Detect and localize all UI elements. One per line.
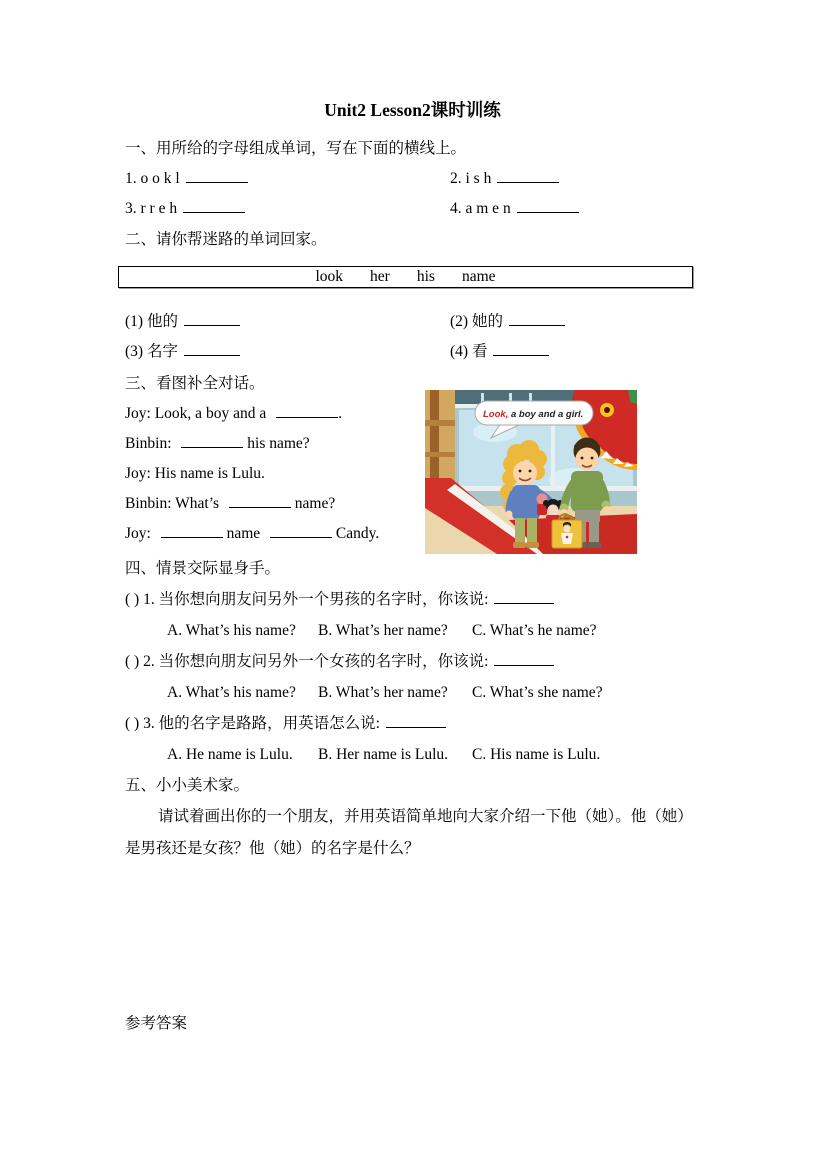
translation-item: [450, 337, 700, 367]
item-number: (1): [125, 313, 144, 330]
chinese-word: 他的: [146, 313, 178, 330]
svg-text:Look, a boy and a girl.: [483, 409, 583, 420]
choice-question: [125, 708, 700, 739]
section2-heading: 二、请你帮迷路的单词回家。: [125, 231, 327, 248]
scrambled-letters: o o k l: [140, 170, 180, 187]
answer-blank: [494, 590, 554, 604]
choice-options: [125, 677, 700, 708]
answer-blank: [186, 169, 248, 183]
item-number: (2): [450, 313, 469, 330]
word-bank-box: [118, 266, 693, 288]
option-C: C. What’s he name?: [472, 622, 597, 639]
translation-item: [125, 307, 450, 337]
section1-heading: 一、用所给的字母组成单词，写在下面的横线上。: [125, 140, 467, 157]
answer-blank: [493, 342, 549, 356]
item-number: 1.: [125, 170, 137, 187]
answer-blank: [270, 524, 332, 538]
choice-question: [125, 646, 700, 677]
option-A: A. What’s his name?: [167, 622, 296, 639]
letter-scramble-item: [450, 194, 700, 224]
dialog-text: name?: [294, 495, 336, 512]
dialog-text: his name?: [247, 435, 310, 452]
item-number: (3): [125, 343, 144, 360]
item-number: (4): [450, 343, 469, 360]
choice-question: [125, 584, 700, 615]
option-A: A. What’s his name?: [167, 684, 296, 701]
answer-blank: [181, 434, 243, 448]
answer-parens: ( ): [125, 591, 140, 608]
choice-options: [125, 615, 700, 646]
section1-items: [125, 164, 700, 224]
question-prompt: 当你想向朋友问另外一个女孩的名字时，你该说:: [158, 653, 489, 670]
question-prompt: 他的名字是路路，用英语怎么说:: [158, 715, 380, 732]
item-number: 4.: [450, 200, 462, 217]
section3: [125, 369, 700, 549]
answer-parens: ( ): [125, 715, 140, 732]
translation-item: [450, 307, 700, 337]
section5-heading: 五、小小美术家。: [125, 777, 250, 794]
answer-blank: [229, 494, 291, 508]
question-prompt: 当你想向朋友问另外一个男孩的名字时，你该说:: [158, 591, 489, 608]
bubble-look-text: Look,: [483, 409, 509, 420]
word-bank-word: his: [416, 268, 435, 285]
word-bank-word: her: [370, 268, 390, 285]
choice-options: [125, 739, 700, 770]
question-number: 2.: [143, 653, 155, 670]
answer-blank: [184, 342, 240, 356]
answer-blank: [497, 169, 559, 183]
dialog-speaker: Binbin:: [125, 435, 172, 452]
answer-blank: [276, 404, 338, 418]
chinese-word: 看: [471, 343, 488, 360]
word-bank-word: look: [315, 268, 344, 285]
section2-items: [125, 307, 700, 367]
dialog-text: name: [226, 525, 261, 542]
item-number: 3.: [125, 200, 137, 217]
dialog-speaker: Joy:: [125, 525, 151, 542]
dialog-text: Candy.: [335, 525, 380, 542]
answer-blank: [183, 199, 245, 213]
option-B: B. Her name is Lulu.: [318, 746, 449, 763]
option-B: B. What’s her name?: [318, 684, 448, 701]
dialog-text: His name is Lulu.: [154, 465, 265, 482]
answer-blank: [184, 312, 240, 326]
answer-blank: [386, 714, 446, 728]
question-number: 3.: [143, 715, 155, 732]
answer-parens: ( ): [125, 653, 140, 670]
bubble-rest-text: a boy and a girl.: [508, 409, 584, 420]
word-bank-word: name: [461, 268, 496, 285]
translation-item: [125, 337, 450, 367]
question-number: 1.: [143, 591, 155, 608]
answer-blank: [509, 312, 565, 326]
answer-blank: [494, 652, 554, 666]
answer-blank: [517, 199, 579, 213]
option-C: C. His name is Lulu.: [472, 746, 601, 763]
dialog-speaker: Joy:: [125, 465, 151, 482]
scrambled-letters: r r e h: [140, 200, 178, 217]
dialog-text: .: [338, 405, 342, 422]
chinese-word: 她的: [471, 313, 503, 330]
dialog-speaker: Binbin:: [125, 495, 172, 512]
scrambled-letters: a m e n: [465, 200, 511, 217]
answer-blank: [161, 524, 223, 538]
section4-questions: [125, 584, 700, 770]
section4-heading: 四、情景交际显身手。: [125, 560, 281, 577]
letter-scramble-item: [125, 194, 450, 224]
section3-heading: 三、看图补全对话。: [125, 375, 265, 392]
section5-paragraph: 请试着画出你的一个朋友，并用英语简单地向大家介绍一下他（她）。他（她）是男孩还是女孩？他（她）的名字是什么？: [125, 808, 693, 857]
option-B: B. What’s her name?: [318, 622, 448, 639]
chinese-word: 名字: [146, 343, 178, 360]
option-C: C. What’s she name?: [472, 684, 603, 701]
page-title: Unit2 Lesson2课时训练: [324, 100, 501, 120]
dialog-speaker: Joy:: [125, 405, 151, 422]
option-A: A. He name is Lulu.: [167, 746, 293, 763]
dialog-text: Look, a boy and a: [154, 405, 267, 422]
letter-scramble-item: [450, 164, 700, 194]
letter-scramble-item: [125, 164, 450, 194]
scrambled-letters: i s h: [465, 170, 492, 187]
answer-key-label: 参考答案: [125, 1015, 188, 1032]
item-number: 2.: [450, 170, 462, 187]
dialog-text: What’s: [175, 495, 220, 512]
dialog-illustration: [425, 390, 637, 554]
